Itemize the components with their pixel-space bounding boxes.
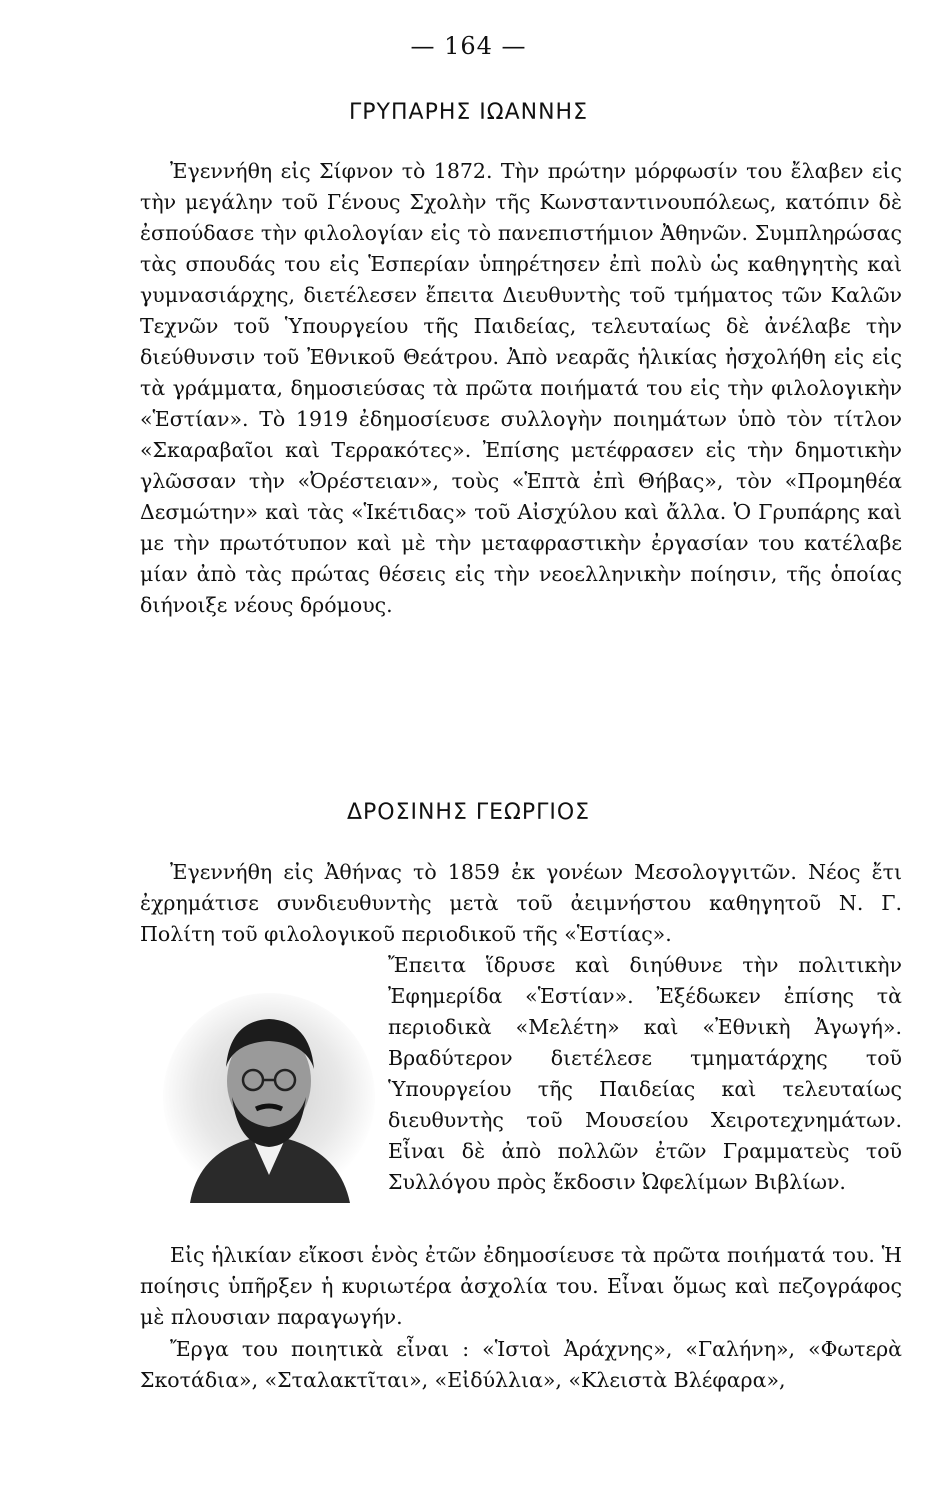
- biography-paragraph-gryparis: Ἐγεννήθη εἰς Σίφνον τὸ 1872. Τὴν πρώτην μόρφωσίν του ἔλαβεν εἰς τὴν μεγάλην τοῦ Γένους Σχολὴν τῆς Κωνσταντινουπόλεως, κατόπιν δὲ ἐσπούδασε τὴν φιλολογίαν εἰς τὸ πανεπιστήμιον Ἀθηνῶν. Συμπληρώσας τὰς σπουδάς του εἰς Ἑσπερίαν ὑπηρέτησεν ἐπὶ πολὺ ὡς καθηγητὴς καὶ γυμνασιάρχης, διετέλεσεν ἔπειτα Διευθυντὴς τοῦ τμήματος τῶν Καλῶν Τεχνῶν τοῦ Ὑπουργείου τῆς Παιδείας, τελευταίως δὲ ἀνέλαβε τὴν διεύθυνσιν τοῦ Ἐθνικοῦ Θεάτρου. Ἀπὸ νεαρᾶς ἡλικίας ἠσχολήθη εἰς εἰς τὰ γράμματα, δημοσιεύσας τὰ πρῶτα ποιήματά του εἰς τὴν φιλολογικὴν «Ἑστίαν». Τὸ 1919 ἐδημοσίευσε συλλογὴν ποιημάτων ὑπὸ τὸν τίτλον «Σκαραβαῖοι καὶ Τερρακότες». Ἐπίσης μετέφρασεν εἰς τὴν δημοτικὴν γλῶσσαν τὴν «Ὀρέστειαν», τοὺς «Ἑπτὰ ἐπὶ Θήβας», τὸν «Προμηθέα Δεσμώτην» καὶ τὰς «Ἱκέτιδας» τοῦ Αἰσχύλου καὶ ἄλλα. Ὁ Γρυπάρης καὶ με τὴν πρωτότυπον καὶ μὲ τὴν μεταφραστικὴν ἐργασίαν του κατέλαβε μίαν ἀπὸ τὰς πρώτας θέσεις εἰς τὴν νεοελληνικὴν ποίησιν, τῆς ὁποίας διήνοιξε νέους δρόμους.: [140, 159, 902, 617]
- portrait-photo: [160, 985, 378, 1203]
- biography-paragraph-drosinis-2: Ἔπειτα ἵδρυσε καὶ διηύθυνε τὴν πολιτικὴν Ἐφημερίδα «Ἑστίαν». Ἐξέδωκεν ἐπίσης τὰ περιοδικὰ «Μελέτη» καὶ «Ἐθνικὴ Ἀγωγή». Βραδύτερον διετέλεσε τμηματάρχης τοῦ Ὑπουργείου τῆς Παιδείας καὶ τελευταίως διευθυντὴς τοῦ Μουσείου Χειροτεχνημάτων. Εἶναι δὲ ἀπὸ πολλῶν ἐτῶν Γραμματεὺς τοῦ Συλλόγου πρὸς ἔκδοσιν Ὠφελίμων Βιβλίων.: [388, 953, 902, 1194]
- biography-paragraph-drosinis-3: Εἰς ἡλικίαν εἴκοσι ἑνὸς ἐτῶν ἐδημοσίευσε τὰ πρῶτα ποιήματά του. Ἡ ποίησις ὑπῆρξεν ἡ κυριωτέρα ἀσχολία του. Εἶναι ὅμως καὶ πεζογράφος μὲ πλουσιαν παραγωγήν.: [140, 1243, 902, 1329]
- biography-paragraph-drosinis-4: Ἔργα του ποιητικὰ εἶναι : «Ἱστοὶ Ἀράχνης», «Γαλήνη», «Φωτερὰ Σκοτάδια», «Σταλακτῖται», «Εἰδύλλια», «Κλειστὰ Βλέφαρα»,: [140, 1337, 902, 1392]
- section-heading-drosinis: ΔΡΟΣΙΝΗΣ ΓΕΩΡΓΙΟΣ: [346, 800, 591, 825]
- page-number: — 164 —: [410, 32, 527, 60]
- biography-paragraph-drosinis-1: Ἐγεννήθη εἰς Ἀθήνας τὸ 1859 ἐκ γονέων Μεσολογγιτῶν. Νέος ἔτι ἐχρημάτισε συνδιευθυντὴς μετὰ τοῦ ἀειμνήστου καθηγητοῦ Ν. Γ. Πολίτη τοῦ φιλολογικοῦ περιοδικοῦ τῆς «Ἑστίας».: [140, 860, 902, 946]
- portrait-illustration: [160, 985, 378, 1203]
- section-heading-gryparis: ΓΡΥΠΑΡΗΣ ΙΩΑΝΝΗΣ: [349, 100, 588, 125]
